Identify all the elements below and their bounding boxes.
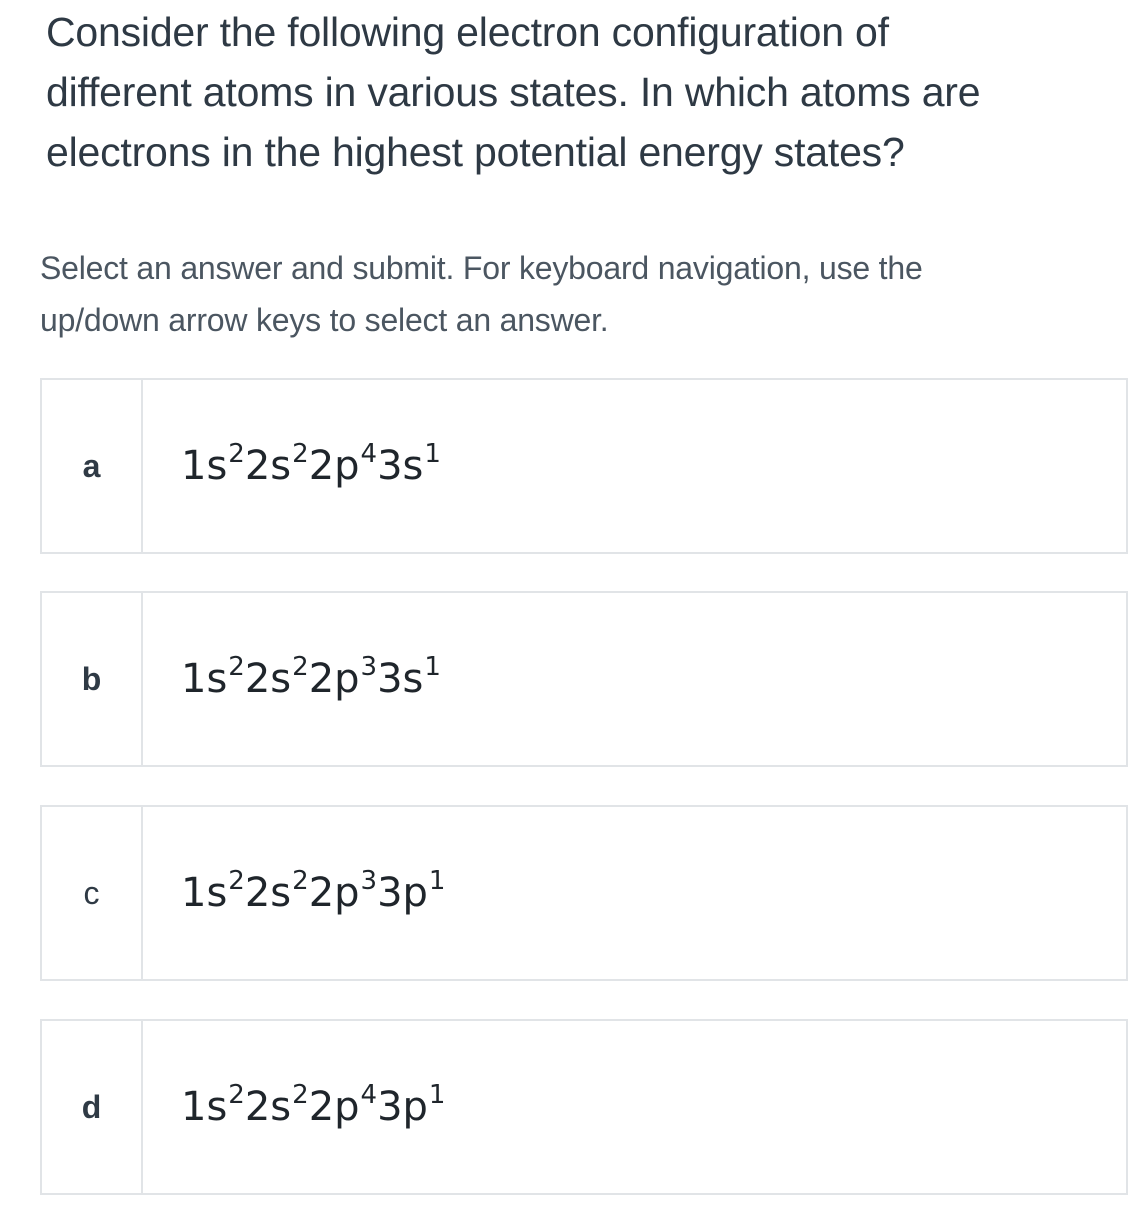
answer-instructions [40,242,1110,346]
question-line: Consider the following electron configuration of [46,9,889,55]
orbital-label: 2s [244,443,292,489]
orbital-term [308,866,378,916]
option-config [143,593,1126,765]
orbital-term [181,652,245,702]
orbital-term [377,652,441,702]
orbital-exponent: 2 [292,439,309,469]
orbital-label: 2p [308,1084,360,1130]
orbital-term [244,1080,309,1130]
option-letter: c [42,807,143,979]
orbital-exponent: 2 [228,439,245,469]
orbital-exponent: 2 [228,652,245,682]
orbital-exponent: 1 [428,1080,446,1110]
orbital-label: 3p [377,1084,428,1130]
orbital-label: 2p [308,870,360,916]
orbital-term [244,866,309,916]
orbital-label: 3s [377,443,424,489]
orbital-term [181,439,245,489]
orbital-exponent: 1 [428,866,446,896]
orbital-label: 3p [377,870,428,916]
orbital-label: 1s [181,870,228,916]
orbital-term [181,866,245,916]
orbital-exponent: 1 [424,439,441,469]
orbital-exponent: 2 [228,1080,245,1110]
orbital-label: 2s [244,656,292,702]
orbital-exponent: 3 [360,652,378,682]
orbital-label: 1s [181,656,228,702]
answer-option-d[interactable] [40,1019,1128,1195]
instructions-line: Select an answer and submit. For keyboard navigation, use the [40,250,923,286]
orbital-label: 1s [181,443,228,489]
orbital-exponent: 2 [228,866,245,896]
option-letter: a [42,380,143,552]
orbital-term [308,439,378,489]
instructions-line: up/down arrow keys to select an answer. [40,302,609,338]
question-line: electrons in the highest potential energy states? [46,129,905,175]
orbital-exponent: 2 [292,866,309,896]
option-letter: b [42,593,143,765]
orbital-term [377,1080,446,1130]
orbital-label: 2p [308,443,360,489]
orbital-label: 3s [377,656,424,702]
orbital-exponent: 4 [360,1080,378,1110]
option-config [143,1021,1126,1193]
orbital-exponent: 3 [360,866,378,896]
answer-option-b[interactable] [40,591,1128,767]
answer-option-a[interactable] [40,378,1128,554]
option-config [143,380,1126,552]
orbital-label: 2s [244,870,292,916]
option-letter: d [42,1021,143,1193]
orbital-exponent: 2 [292,652,309,682]
orbital-term [244,652,309,702]
orbital-exponent: 1 [424,652,441,682]
orbital-term [244,439,309,489]
orbital-exponent: 2 [292,1080,309,1110]
question-line: different atoms in various states. In which atoms are [46,69,981,115]
answer-option-c[interactable] [40,805,1128,981]
orbital-label: 2s [244,1084,292,1130]
question-text [46,2,1106,182]
orbital-term [181,1080,245,1130]
orbital-label: 2p [308,656,360,702]
orbital-term [377,439,441,489]
option-config [143,807,1126,979]
orbital-term [308,1080,378,1130]
orbital-exponent: 4 [360,439,378,469]
orbital-term [377,866,446,916]
orbital-term [308,652,378,702]
orbital-label: 1s [181,1084,228,1130]
